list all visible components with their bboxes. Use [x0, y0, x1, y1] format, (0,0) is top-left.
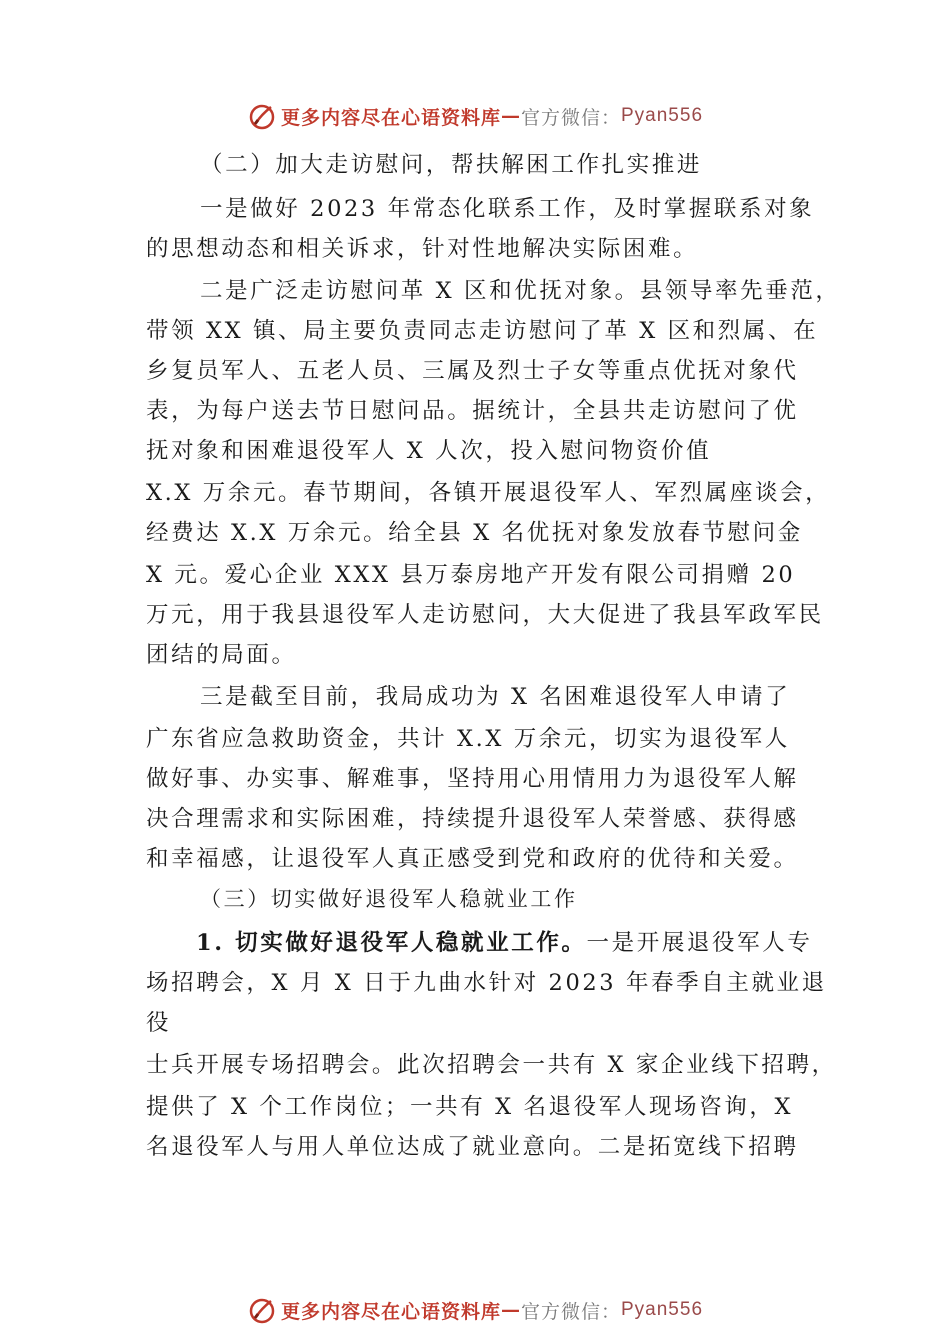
paragraph-line: 表，为每户送去节日慰问品。据统计，全县共走访慰问了优 [146, 398, 799, 424]
paragraph-line: 万元，用于我县退役军人走访慰问，大大促进了我县军政军民 [146, 602, 824, 628]
paragraph-line [196, 924, 812, 962]
brush-logo-icon [247, 101, 277, 131]
paragraph-line: 提供了 X 个工作岗位；一共有 X 名退役军人现场咨询，X [146, 1094, 794, 1120]
watermark-prefix: 更多内容尽在心语资料库 [280, 106, 501, 129]
paragraph-line: 三是截至目前，我局成功为 X 名困难退役军人申请了 [200, 684, 791, 710]
paragraph-line: 做好事、办实事、解难事，坚持用心用情用力为退役军人解 [146, 766, 799, 792]
paragraph-line: 经费达 X.X 万余元。给全县 X 名优抚对象发放春节慰问金 [146, 520, 803, 546]
paragraph-line: 团结的局面。 [146, 642, 297, 668]
paragraph-line: 场招聘会，X 月 X 日于九曲水针对 2023 年春季自主就业退 [146, 970, 827, 996]
paragraph-line: 决合理需求和实际困难，持续提升退役军人荣誉感、获得感 [146, 806, 799, 832]
paragraph-line: 士兵开展专场招聘会。此次招聘会一共有 X 家企业线下招聘， [146, 1052, 837, 1078]
paragraph-line: 一是做好 2023 年常态化联系工作，及时掌握联系对象 [200, 196, 815, 222]
watermark-wechat-id: Pyan556 [621, 105, 704, 126]
paragraph-line: X 元。爱心企业 XXX 县万泰房地产开发有限公司捐赠 20 [146, 562, 796, 588]
watermark-prefix: 更多内容尽在心语资料库 [280, 1300, 501, 1323]
paragraph-line: 广东省应急救助资金，共计 X.X 万余元，切实为退役军人 [146, 726, 790, 752]
watermark-dash: — [500, 1299, 521, 1321]
watermark-dash: — [500, 105, 521, 127]
watermark-banner-top [0, 96, 950, 136]
paragraph-line: 带领 XX 镇、局主要负责同志走访慰问了革 X 区和烈属、在 [146, 318, 819, 344]
paragraph-line: 抚对象和困难退役军人 X 人次，投入慰问物资价值 [146, 438, 712, 464]
section-heading-2: （二）加大走访慰问，帮扶解困工作扎实推进 [200, 152, 703, 178]
paragraph-line: 役 [146, 1010, 172, 1036]
watermark-banner-bottom [0, 1290, 950, 1330]
watermark-label: 官方微信： [520, 106, 621, 129]
paragraph-line: 二是广泛走访慰问革 X 区和优抚对象。县领导率先垂范， [200, 278, 841, 304]
watermark-wechat-id: Pyan556 [621, 1299, 704, 1320]
watermark-label: 官方微信： [520, 1300, 621, 1323]
paragraph-line: 的思想动态和相关诉求，针对性地解决实际困难。 [146, 236, 699, 262]
paragraph-line: 名退役军人与用人单位达成了就业意向。二是拓宽线下招聘 [146, 1134, 799, 1160]
paragraph-text: 一是开展退役军人专 [586, 930, 813, 956]
brush-logo-icon [247, 1295, 277, 1325]
paragraph-line: X.X 万余元。春节期间，各镇开展退役军人、军烈属座谈会， [146, 480, 831, 506]
paragraph-line: 乡复员军人、五老人员、三属及烈士子女等重点优抚对象代 [146, 358, 799, 384]
bold-lead-in: 1. 切实做好退役军人稳就业工作。 [196, 930, 587, 956]
paragraph-line: 和幸福感，让退役军人真正感受到党和政府的优待和关爱。 [146, 846, 799, 872]
section-heading-3: （三）切实做好退役军人稳就业工作 [200, 887, 578, 911]
